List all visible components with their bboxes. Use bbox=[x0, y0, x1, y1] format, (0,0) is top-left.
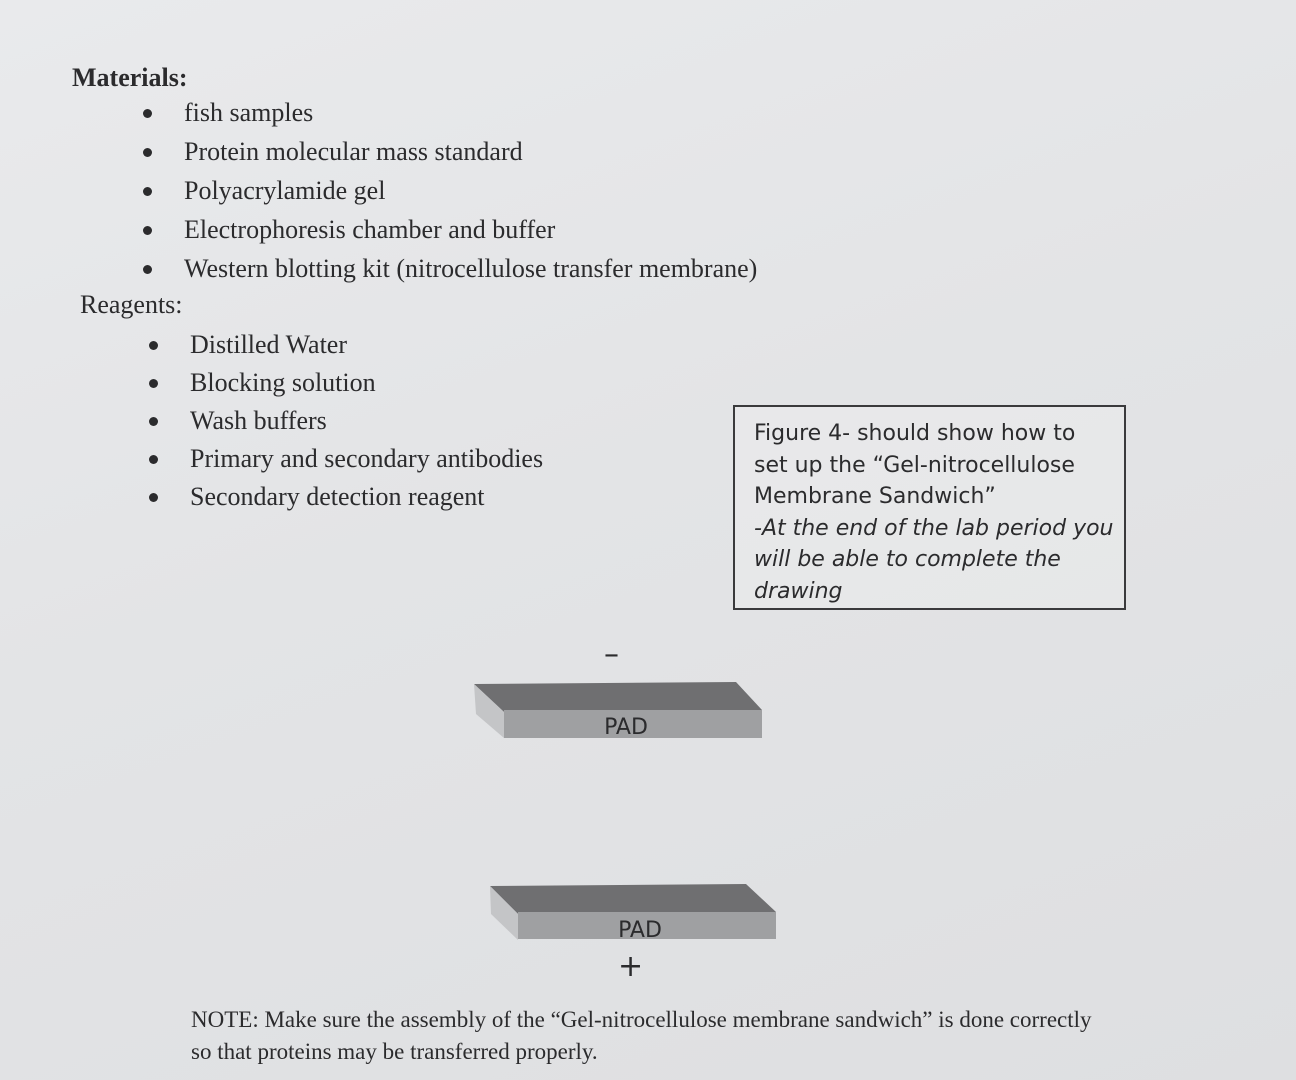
figure-note-line: Figure 4- should show how to bbox=[754, 421, 1076, 446]
negative-electrode-label: – bbox=[604, 637, 619, 672]
positive-electrode-label: + bbox=[618, 949, 644, 984]
top-pad-diagram bbox=[470, 678, 770, 742]
list-item bbox=[146, 406, 646, 444]
materials-list bbox=[140, 98, 840, 293]
list-item-text: Electrophoresis chamber and buffer bbox=[184, 215, 556, 244]
note-line: NOTE: Make sure the assembly of the “Gel-nitrocellulose membrane sandwich” is done correctly bbox=[191, 1007, 1092, 1032]
figure-note-line: set up the “Gel-nitrocellulose bbox=[754, 452, 1075, 478]
bullet-icon bbox=[143, 109, 152, 118]
list-item bbox=[146, 444, 646, 482]
bullet-icon bbox=[149, 417, 158, 426]
list-item bbox=[146, 368, 646, 406]
list-item-text: Polyacrylamide gel bbox=[184, 176, 386, 205]
figure-note-italic-line: will be able to complete the bbox=[754, 547, 1061, 572]
list-item bbox=[146, 482, 646, 520]
bullet-icon bbox=[149, 455, 158, 464]
list-item-text: Primary and secondary antibodies bbox=[190, 444, 544, 473]
list-item-text: fish samples bbox=[184, 98, 314, 127]
list-item-text: Secondary detection reagent bbox=[190, 482, 485, 511]
list-item-text: Wash buffers bbox=[190, 406, 327, 435]
figure-note-italic-line: -At the end of the lab period you bbox=[754, 515, 1114, 541]
materials-heading: Materials: bbox=[72, 63, 188, 92]
bullet-icon bbox=[149, 341, 158, 350]
bottom-pad-top-face bbox=[490, 884, 776, 914]
bullet-icon bbox=[143, 265, 152, 274]
note-line: so that proteins may be transferred properly. bbox=[191, 1039, 598, 1064]
reagents-heading: Reagents: bbox=[80, 290, 183, 319]
bullet-icon bbox=[143, 187, 152, 196]
top-pad-label: PAD bbox=[604, 715, 648, 740]
list-item bbox=[140, 176, 840, 215]
list-item bbox=[140, 98, 840, 137]
list-item-text: Distilled Water bbox=[190, 330, 348, 359]
list-item bbox=[146, 330, 646, 368]
bottom-pad-diagram bbox=[486, 882, 786, 946]
bottom-pad-label: PAD bbox=[618, 918, 662, 943]
list-item-text: Western blotting kit (nitrocellulose transfer membrane) bbox=[184, 254, 758, 283]
top-pad-top-face bbox=[474, 682, 762, 712]
list-item-text: Protein molecular mass standard bbox=[184, 137, 523, 166]
bullet-icon bbox=[149, 379, 158, 388]
bullet-icon bbox=[143, 226, 152, 235]
assembly-note bbox=[191, 1004, 1201, 1068]
reagents-list bbox=[146, 330, 646, 520]
bullet-icon bbox=[149, 493, 158, 502]
list-item-text: Blocking solution bbox=[190, 368, 376, 397]
figure-note-line: Membrane Sandwich” bbox=[754, 484, 996, 509]
list-item bbox=[140, 215, 840, 254]
list-item bbox=[140, 254, 840, 293]
list-item bbox=[140, 137, 840, 176]
figure-note-italic-line: drawing bbox=[754, 578, 843, 604]
figure-instruction-box bbox=[733, 405, 1126, 610]
bullet-icon bbox=[143, 148, 152, 157]
